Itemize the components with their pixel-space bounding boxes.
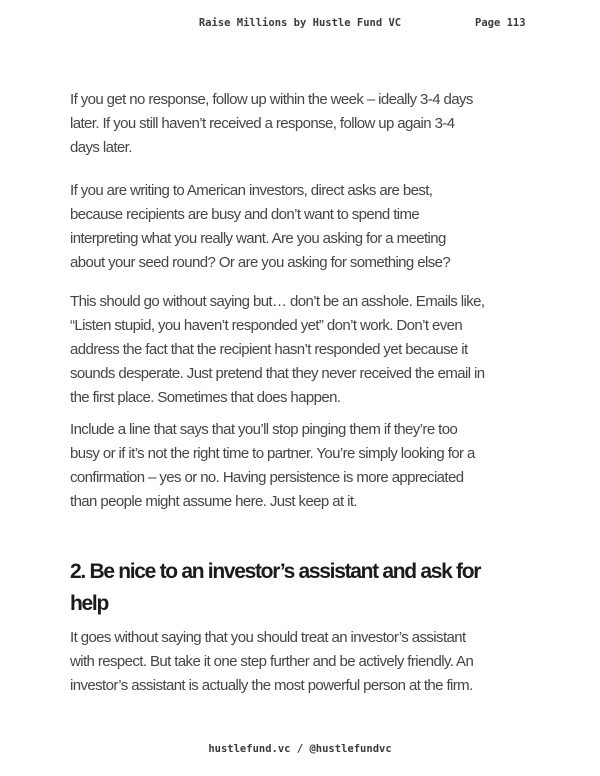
body-line: the first place. Sometimes that does happen. xyxy=(70,389,341,406)
body-line: busy or if it’s not the right time to partner. You’re simply looking for a xyxy=(70,445,475,462)
body-line: It goes without saying that you should treat an investor’s assistant xyxy=(70,629,466,646)
page-number: Page 113 xyxy=(475,17,526,29)
body-line: Include a line that says that you’ll stop pinging them if they’re too xyxy=(70,421,458,438)
section-heading xyxy=(70,556,540,620)
body-line: If you are writing to American investors, direct asks are best, xyxy=(70,182,433,199)
body-line: about your seed round? Or are you asking for something else? xyxy=(70,254,451,271)
body-line: because recipients are busy and don’t want to spend time xyxy=(70,206,420,223)
section-heading-line: 2. Be nice to an investor’s assistant and ask for xyxy=(70,560,481,583)
body-line: later. If you still haven’t received a response, follow up again 3-4 xyxy=(70,115,455,132)
paragraph-followup-timing xyxy=(70,88,540,160)
body-line: investor’s assistant is actually the most powerful person at the firm. xyxy=(70,677,473,694)
body-line: If you get no response, follow up within the week – ideally 3-4 days xyxy=(70,91,473,108)
paragraph-stop-pinging xyxy=(70,418,540,514)
paragraph-direct-asks xyxy=(70,179,540,275)
page-header-title: Raise Millions by Hustle Fund VC xyxy=(198,17,402,29)
body-line: address the fact that the recipient hasn’t responded yet because it xyxy=(70,341,468,358)
body-line: confirmation – yes or no. Having persistence is more appreciated xyxy=(70,469,464,486)
body-line: interpreting what you really want. Are you asking for a meeting xyxy=(70,230,446,247)
body-line: sounds desperate. Just pretend that they never received the email in xyxy=(70,365,485,382)
page-footer: hustlefund.vc / @hustlefundvc xyxy=(208,743,392,755)
paragraph-assistant-respect xyxy=(70,626,540,698)
body-line: with respect. But take it one step further and be actively friendly. An xyxy=(70,653,474,670)
body-line: “Listen stupid, you haven’t responded yet” don’t work. Don’t even xyxy=(70,317,463,334)
paragraph-dont-be-asshole xyxy=(70,290,540,410)
body-line: than people might assume here. Just keep at it. xyxy=(70,493,357,510)
body-line: days later. xyxy=(70,139,132,156)
body-line: This should go without saying but… don’t be an asshole. Emails like, xyxy=(70,293,485,310)
section-heading-line: help xyxy=(70,592,108,615)
